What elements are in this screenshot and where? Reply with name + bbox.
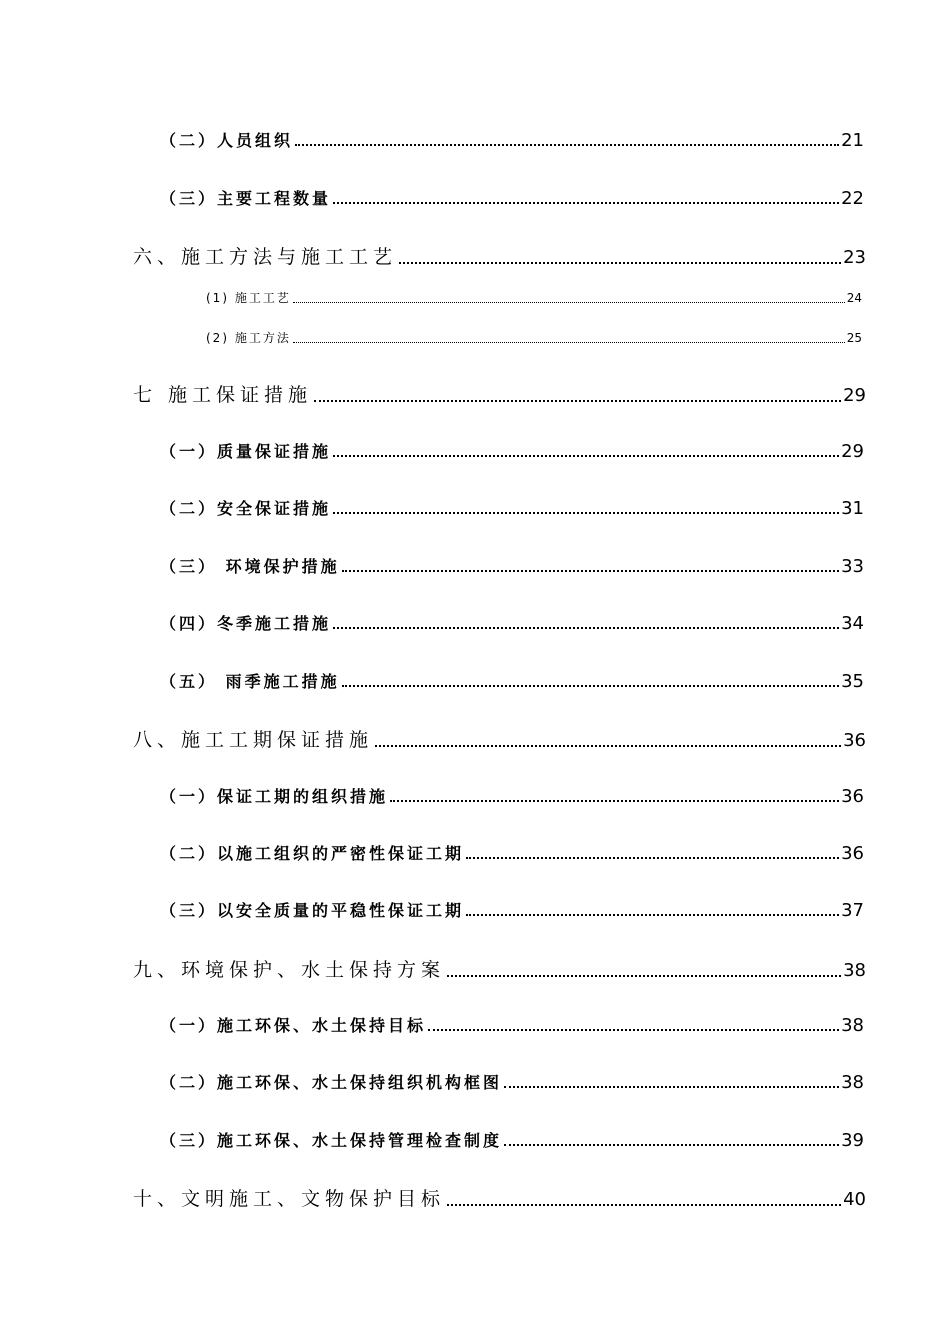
- toc-page-number: 38: [843, 960, 866, 981]
- toc-leader-dots: [293, 342, 845, 343]
- toc-page-number: 33: [841, 556, 864, 577]
- toc-page-number: 22: [841, 188, 864, 209]
- toc-page-number: 35: [841, 671, 864, 692]
- toc-page-number: 29: [841, 441, 864, 462]
- toc-leader-dots: [333, 512, 839, 514]
- toc-page-number: 38: [841, 1072, 864, 1093]
- toc-leader-dots: [333, 202, 839, 204]
- toc-leader-dots: [466, 914, 839, 916]
- toc-leader-dots: [342, 685, 840, 687]
- toc-leader-dots: [375, 745, 841, 747]
- toc-page-number: 24: [846, 291, 862, 305]
- toc-page-number: 25: [846, 331, 862, 345]
- toc-leader-dots: [447, 1204, 841, 1206]
- toc-entry-environment-plan[interactable]: [133, 955, 866, 982]
- toc-page-number: 37: [841, 900, 864, 921]
- toc-page-number: 23: [843, 247, 866, 268]
- toc-entry-label: 九、环境保护、水土保持方案: [133, 959, 446, 981]
- toc-entry-label: （二）人员组织: [160, 131, 294, 150]
- toc-leader-dots: [293, 302, 845, 303]
- toc-leader-dots: [504, 1144, 839, 1146]
- toc-entry-label: （一）质量保证措施: [160, 442, 332, 461]
- toc-leader-dots: [314, 400, 841, 402]
- toc-page-number: 38: [841, 1015, 864, 1036]
- toc-entry-label: 六、施工方法与施工工艺: [133, 246, 398, 268]
- toc-entry-label: 八、施工工期保证措施: [133, 729, 374, 751]
- toc-entry-assurance[interactable]: [133, 380, 866, 407]
- toc-entry-label: （一）施工环保、水土保持目标: [160, 1016, 427, 1035]
- toc-entry-schedule-org[interactable]: [160, 784, 864, 807]
- toc-entry-label: （三） 环境保护措施: [160, 557, 340, 576]
- toc-page-number: 29: [843, 385, 866, 406]
- toc-leader-dots: [399, 262, 841, 264]
- toc-leader-dots: [504, 1086, 839, 1088]
- toc-entry-label: （二）施工环保、水土保持组织机构框图: [160, 1073, 503, 1092]
- toc-entry-label: （三）施工环保、水土保持管理检查制度: [160, 1131, 503, 1150]
- toc-leader-dots: [295, 144, 839, 146]
- toc-entry-schedule-rigor[interactable]: [160, 841, 864, 864]
- toc-leader-dots: [342, 570, 840, 572]
- toc-leader-dots: [428, 1029, 839, 1031]
- toc-entry-label: 七 施工保证措施: [133, 384, 313, 406]
- toc-entry-label: （一）保证工期的组织措施: [160, 787, 389, 806]
- toc-page-number: 40: [843, 1189, 866, 1210]
- toc-entry-env-org-chart[interactable]: [160, 1070, 864, 1093]
- toc-entry-label: （二）安全保证措施: [160, 499, 332, 518]
- toc-entry-env-goals[interactable]: [160, 1013, 864, 1036]
- toc-entry-label: 十、文明施工、文物保护目标: [133, 1188, 446, 1210]
- toc-entry-winter[interactable]: [160, 611, 864, 634]
- toc-leader-dots: [390, 800, 839, 802]
- toc-leader-dots: [466, 857, 839, 859]
- toc-page-number: 34: [841, 613, 864, 634]
- toc-entry-label: (2) 施工方法: [206, 331, 291, 345]
- toc-page-number: 36: [841, 786, 864, 807]
- toc-entry-safety[interactable]: [160, 496, 864, 519]
- toc-entry-methods[interactable]: [133, 242, 866, 269]
- toc-leader-dots: [447, 975, 841, 977]
- toc-entry-schedule[interactable]: [133, 725, 866, 752]
- toc-entry-schedule-stability[interactable]: [160, 898, 864, 921]
- toc-entry-method[interactable]: [206, 329, 862, 346]
- toc-entry-label: （三）主要工程数量: [160, 189, 332, 208]
- toc-entry-civilized[interactable]: [133, 1184, 866, 1211]
- toc-page-number: 21: [841, 130, 864, 151]
- toc-entry-environment[interactable]: [160, 554, 864, 577]
- toc-entry-quality[interactable]: [160, 439, 864, 462]
- toc-leader-dots: [333, 455, 839, 457]
- toc-entry-label: （四）冬季施工措施: [160, 614, 332, 633]
- toc-entry-process[interactable]: [206, 289, 862, 306]
- toc-page-number: 36: [843, 730, 866, 751]
- toc-entry-personnel[interactable]: [160, 128, 864, 151]
- toc-page-number: 39: [841, 1130, 864, 1151]
- toc-leader-dots: [333, 627, 839, 629]
- toc-page-number: 31: [841, 498, 864, 519]
- toc-entry-rain[interactable]: [160, 669, 864, 692]
- toc-entry-label: （三）以安全质量的平稳性保证工期: [160, 901, 465, 920]
- toc-entry-label: （二）以施工组织的严密性保证工期: [160, 844, 465, 863]
- toc-page-number: 36: [841, 843, 864, 864]
- toc-entry-quantities[interactable]: [160, 186, 864, 209]
- toc-entry-env-inspection[interactable]: [160, 1128, 864, 1151]
- toc-entry-label: (1) 施工工艺: [206, 291, 291, 305]
- toc-entry-label: （五） 雨季施工措施: [160, 672, 340, 691]
